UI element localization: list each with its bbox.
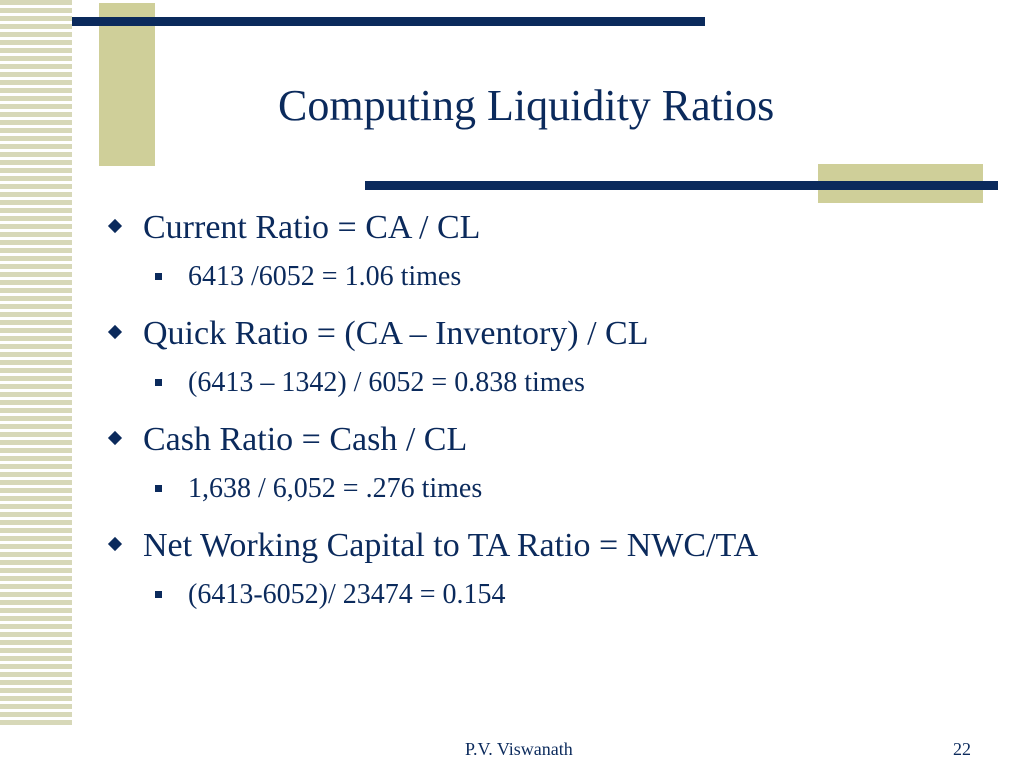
top-rule bbox=[72, 17, 705, 26]
slide-number: 22 bbox=[953, 739, 971, 759]
footer-author: P.V. Viswanath bbox=[465, 739, 573, 759]
sub-bullet-nwc-ratio bbox=[108, 574, 998, 628]
bullet-quick-ratio bbox=[108, 310, 998, 362]
bullet-cash-ratio bbox=[108, 416, 998, 468]
sub-bullet-text: 6413 /6052 = 1.06 times bbox=[188, 261, 462, 292]
sub-bullet-current-ratio bbox=[108, 256, 998, 310]
sub-bullet-text: (6413-6052)/ 23474 = 0.154 bbox=[188, 579, 506, 610]
square-bullet-icon bbox=[155, 379, 162, 386]
bullet-nwc-ratio bbox=[108, 522, 998, 574]
bullet-text: Quick Ratio = (CA – Inventory) / CL bbox=[143, 315, 649, 352]
bullet-text: Cash Ratio = Cash / CL bbox=[143, 421, 468, 458]
bullet-text: Net Working Capital to TA Ratio = NWC/TA bbox=[143, 527, 759, 564]
left-stripe-decoration bbox=[0, 0, 72, 728]
sub-bullet-text: (6413 – 1342) / 6052 = 0.838 times bbox=[188, 367, 585, 398]
diamond-bullet-icon bbox=[108, 325, 122, 339]
khaki-block-top-left bbox=[99, 3, 155, 166]
slide-title: Computing Liquidity Ratios bbox=[278, 81, 775, 130]
sub-bullet-quick-ratio bbox=[108, 362, 998, 416]
diamond-bullet-icon bbox=[108, 537, 122, 551]
bullet-current-ratio bbox=[108, 204, 998, 256]
square-bullet-icon bbox=[155, 591, 162, 598]
sub-bullet-text: 1,638 / 6,052 = .276 times bbox=[188, 473, 483, 504]
bullet-text: Current Ratio = CA / CL bbox=[143, 209, 481, 246]
sub-bullet-cash-ratio bbox=[108, 468, 998, 522]
diamond-bullet-icon bbox=[108, 219, 122, 233]
diamond-bullet-icon bbox=[108, 431, 122, 445]
bullet-list bbox=[108, 204, 998, 628]
square-bullet-icon bbox=[155, 485, 162, 492]
title-underline-rule bbox=[365, 181, 998, 190]
square-bullet-icon bbox=[155, 273, 162, 280]
